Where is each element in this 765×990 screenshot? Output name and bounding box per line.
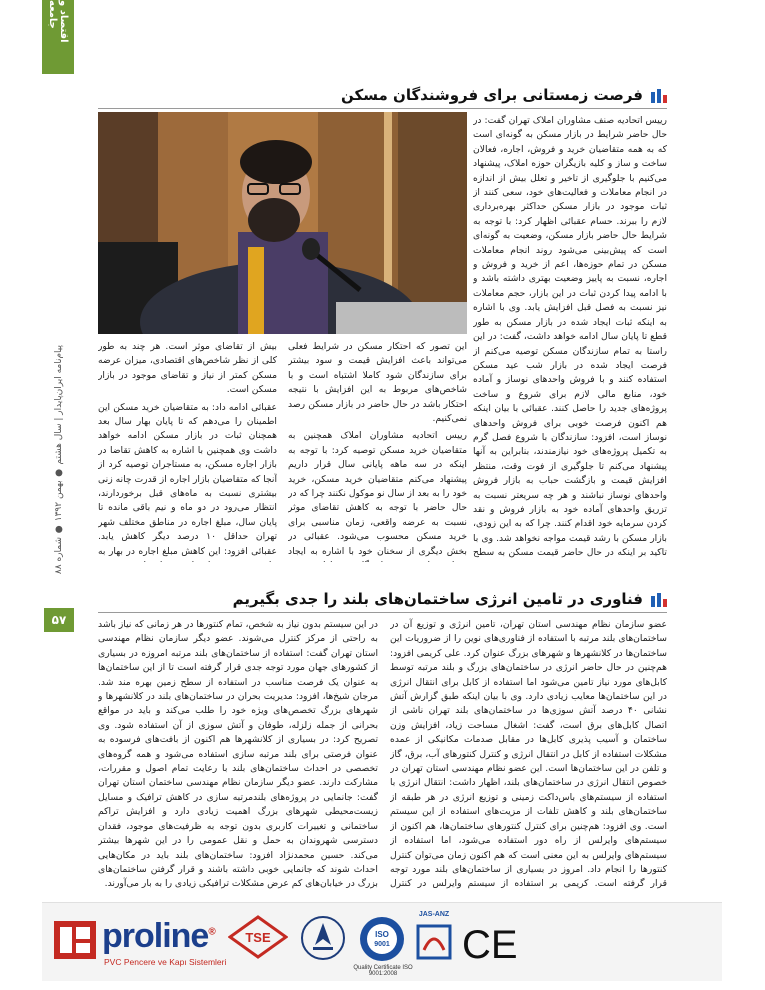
- paragraph: رییس اتحادیه مشاوران املاک همچنین به متقاضیان خرید مسکن توصیه کرد: با توجه به اینکه در سه ماهه پایانی سال قرار داریم پیشنهاد می‌کنم متقاضیان خرید مسکن، خرید خود را به بعد از سال نو موکول نکنند چرا که در حال حاضر با توجه به کاهش تقاضای موثر نسبت به عرضه واقعی، زمان مناسبی برای خرید مسکن محسوب می‌شود. عقبائی در بخش دیگری از سخنان خود با اشاره به ایجاد: [288, 430, 467, 557]
- paragraph: رییس اتحادیه صنف مشاوران املاک تهران گفت: در حال حاضر شرایط در بازار مسکن به گونه‌ای است که به همه متقاضیان خرید و فروش، اجاره، فعالان ساخت و ساز و کلیه بازیگران حوزه املاک، پیشنهاد می‌کنیم با جلوگیری از تاخیر و تعلل بیش از اندازه در انجام معاملات و فعالیت‌های خود، سعی کنند از ثبات موجود در بازار مسکن حداکثر بهره‌برداری لازم را ببرند. حسام عقبائی اظهار کرد: با توجه به شرایط حال حاضر بازار مسکن، وضعیت به گونه‌ای است که پیش‌بینی می‌شود روند انجام معاملات مسکن در تمام حوزه‌ها، اعم از خرید و فروش و اجاره، نسبت به پاییز وضعیت بهتری داشته باشد و با ادامه پیدا کردن ثبات در این بازار، حجم معاملات نیز نسبت به فصل قبل افزایش یابد. وی با اشاره به اینکه ثبات ایجاد شده در بازار مسکن به طور قطع تا پایان سال ادامه خواهد داشت، گفت: در این راستا به تمام سازندگان مسکن توصیه می‌کنم از فرصت ایجاد شده در بازار شب عید مسکن استفاده کنند و با فروش واحدهای نوساز و آماده خود، منابع مالی لازم برای شروع و ساخت پروژه‌های جدید را حاصل کنند. عقبائی با بیان اینکه هم اکنون فرصت خوبی برای فروش واحدهای نوساز است، افزود: سازندگان با شروع فصل گرم به تکمیل پروژه‌های خود نیازمندند، بنابراین به آنها پیشنهاد می‌کنم تا جلوگیری از فوت وقت، منتظر افزایش قیمت و بازگشت حباب به بازار فروش واحدهای نوساز نباشند و هر چه سریعتر نسبت به تزریق واحدهای آماده خود به بازار فروش و نقد کردن سرمایه خود اقدام کنند. چرا که به این زودی، بازار مسکن با رشد قیمت مواجه نخواهد شد. وی با تاکید بر اینکه در حال حاضر قیمت مسکن به سطح: [473, 115, 667, 559]
- iso-caption: Quality Certificate ISO 9001:2008: [353, 965, 413, 977]
- proline-mark-icon: [54, 921, 96, 959]
- proline-advertisement: [42, 902, 722, 981]
- paragraph: عضو سازمان نظام مهندسی استان تهران، تامین انرژی و توزیع آن در ساختمان‌های بلند مرتبه با استفاده از فناوری‌های نوین را از ضروریات این ساختمان‌ها در کلانشهرها و شهرهای بزرگ عنوان کرد. علی کریمی افزود: هم‌چنین در حال حاضر انرژی در ساختمان‌های بزرگ و بلند مرتبه توسط کابل‌های مورد نیاز تامین می‌شود اما استفاده از کابل برای انتقال انرژی در این ساختمان‌ها معایب زیادی دارد. وی با بیان اینکه طبق گزارش آتش نشانی ۴۰ درصد آتش سوزی‌ها در ساختمان‌های بلند تهران ناشی از اتصال کابل‌های برق است، گفت: اشغال مساحت زیاد، افزایش وزن ساختمان و آسیب پذیری کابل‌ها در مقابل صدمات مکانیکی از عمده مشکلات استفاده از کابل در انتقال انرژی و کنترل کنتورهای آب، برق، گاز و تلفن در این ساختمان‌ها است. این عضو نظام مهندسی استان تهران در خصوص انتقال انرژی در ساختمان‌های بلند، اظهار داشت: انتقال انرژی با استفاده از سیستم‌های باس‌داکت زمینی و توزیع انرژی در هر طبقه از ساختمان‌های بلند و کاهش تلفات از مزیت‌های استفاده از این سیستم است. وی افزود: هم‌چنین برای کنترل کنتورهای ساختمان‌ها، هم اکنون از سیستم‌های وایرلس از راه دور استفاده می‌شود، اما استفاده از سیستم‌های وایرلس به این معنی است که هم اکنون زمان می‌توان کنترل کنتورها را انجام داد. امروز در بسیاری از ساختمان‌های بلند مورد توجه قرار گرفته است. کریمی بر استفاده از سیستم وایرلس در کنترل: [390, 619, 667, 890]
- bar-chart-icon: [649, 87, 667, 103]
- article1-column-left: [98, 340, 277, 562]
- article1-photo: [98, 112, 467, 334]
- article1-column-right: [473, 114, 667, 560]
- article1-column-middle: [288, 340, 467, 562]
- jas-anz-cert-icon: [414, 911, 454, 966]
- section-tab-label: اقتصاد و جامعه: [47, 0, 69, 43]
- speaker-photo-illustration: [98, 112, 467, 334]
- article2-column-left: [98, 618, 378, 890]
- standard-emblem-icon: [300, 915, 346, 965]
- proline-brand: proline®: [102, 917, 215, 955]
- jas-caption: JAS-ANZ: [418, 911, 450, 918]
- paragraph: این تصور که احتکار مسکن در شرایط فعلی می‌تواند باعث افزایش قیمت و سود بیشتر برای سازندگان شود کاملا اشتباه است و با شاخص‌های مربوط به این افزایش با نتیجه احتکار باشد در حال حاضر در بازار مسکن رصد نمی‌کنیم.: [288, 341, 467, 425]
- bar-chart-icon: [649, 591, 667, 607]
- headline-rule: [98, 108, 667, 109]
- svg-text:9001: 9001: [374, 941, 390, 948]
- article2-column-right: [390, 618, 667, 890]
- paragraph: عقبائی ادامه داد: به متقاضیان خرید مسکن این اطمینان را می‌دهم که تا پایان بهار سال بعد همچنان ثبات در بازار مسکن ادامه خواهد داشت وی همچنین با اشاره به کاهش تقاضا در بازار اجاره مسکن، به مستاجران توصیه کرد از آنجا که متقاضیان بازار اجاره از قدرت چانه زنی بیشتری نسبت به ماه‌های قبل برخوردارند، انتظار می‌رود در دو ماه و نیم باقی مانده تا پایان سال، مبلغ اجاره در مناطق مختلف شهر تهران حداقل ۱۰ درصد دیگر کاهش یابد. عقبائی افزود: این کاهش مبلغ اجاره در بهار به: [98, 401, 277, 557]
- paragraph: بیش از تقاضای موثر است. هر چند به طور کلی از نظر شاخص‌های اقتصادی، میزان عرضه مسکن کمتر از نیاز و تقاضای موجود در بازار مسکن است.: [98, 341, 277, 396]
- ce-mark: CE: [462, 923, 518, 967]
- issue-info-text: پیام‌نامه ایران‌پایدار | سال هشتم ● بهمن ۱۳۹۲ ● شماره ۸۸: [54, 345, 64, 575]
- article1-title: فرصت زمستانی برای فروشندگان مسکن: [341, 86, 643, 104]
- svg-text:TSE: TSE: [245, 930, 271, 945]
- svg-text:ISO: ISO: [375, 930, 389, 939]
- article1-headline: [341, 86, 667, 104]
- proline-tagline: PVC Pencere ve Kapı Sistemleri: [104, 957, 227, 967]
- iso-cert-icon: [353, 915, 413, 977]
- page-number: ۵۷: [44, 608, 74, 632]
- tse-cert-icon: [228, 915, 288, 963]
- article2-headline: [233, 590, 667, 608]
- headline-rule: [98, 612, 667, 613]
- paragraph: در این سیستم بدون نیاز به شخص، تمام کنتورها در هر زمانی که نیاز باشد به راحتی از مرکز کنترل می‌شوند. عضو دیگر سازمان نظام مهندسی استان تهران گفت: استفاده از ساختمان‌های بلند مرتبه امروزه در بسیاری از کشورهای جهان مورد توجه جدی قرار گرفته است تا از این ساختمان‌ها به عنوان یک فرصت مناسب در استفاده از سطح زمین بهره مند شد. مرجان شیخ‌ها، افزود: مدیریت بحران در ساختمان‌های بلند در کلانشهرها و شهرهای بزرگ تخصص‌های ویژه خود را طلب می‌کند و باید در مواقع بحرانی از جمله زلزله، طوفان و آتش سوزی از آن استفاده شود. وی تصریح کرد: در بسیاری از کلانشهرها هم اکنون از بافت‌های فرسوده به عنوان فرصتی برای بلند مرتبه سازی استفاده می‌شود و همه گروه‌های تخصصی در احداث ساختمان‌های بلند با رعایت تمام اصول و مقررات، مشارکت دارند. عضو دیگر سازمان نظام مهندسی ساختمان استان تهران گفت: جانمایی در پروژه‌های بلندمرتبه سازی در کاهش ترافیک و مسایل زیست‌محیطی شهرهای بزرگ اهمیت زیادی دارد و افزایش تراکم ساختمانی و تغییرات کاربری بدون توجه به ظرفیت‌های موجود، فقدان دسترسی شهروندان به حمل و نقل عمومی را در این شهرها بیشتر می‌کند. حسین محمدنژاد افزود: ساختمان‌های بلند باید در مکان‌هایی احداث شوند که جانمایی خوبی داشته باشند و قرار گرفتن ساختمان‌های بزرگ در خیابان‌های کم عرض مشکلات ترافیکی زیادی را به بار می‌آورند.: [98, 619, 378, 890]
- section-tab: [42, 0, 74, 74]
- article2-title: فناوری در تامین انرژی ساختمان‌های بلند را جدی بگیریم: [232, 590, 643, 608]
- issue-info: [44, 330, 74, 590]
